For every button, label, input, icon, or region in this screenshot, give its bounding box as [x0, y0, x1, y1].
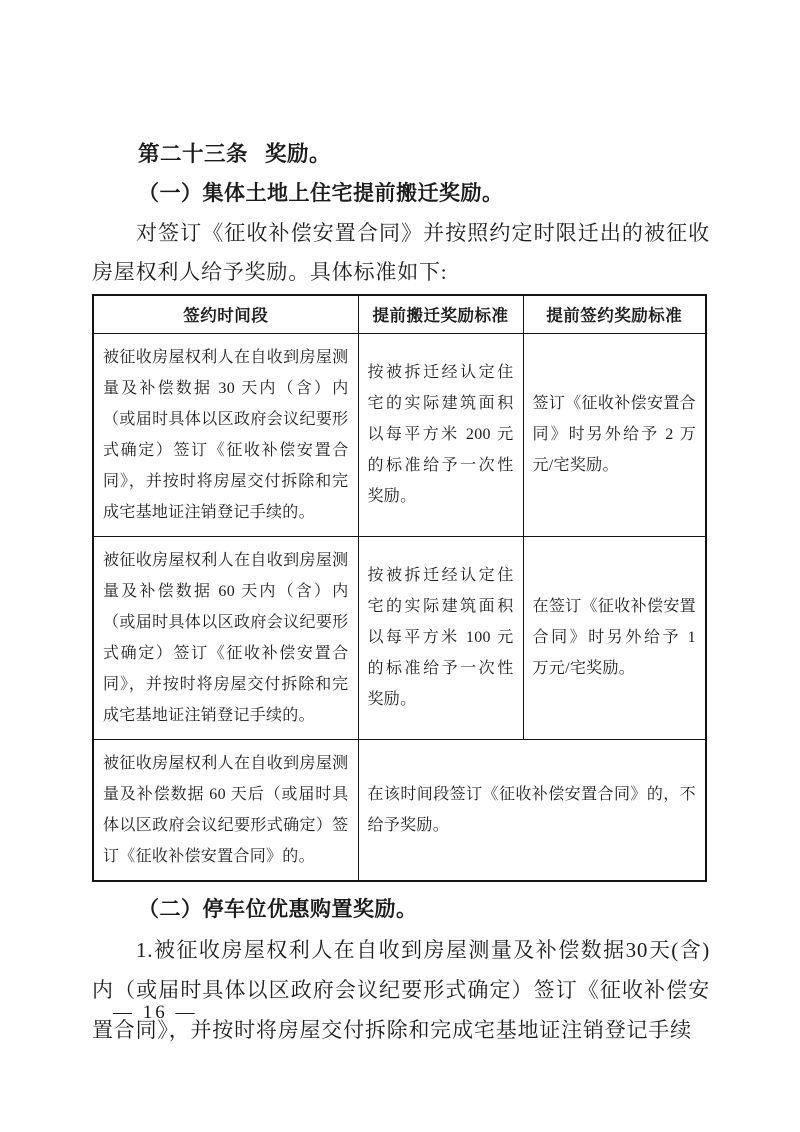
- section-one-heading: （一）集体土地上住宅提前搬迁奖励。: [138, 182, 504, 205]
- table-header-row: [93, 295, 706, 333]
- section-one-intro-paragraph: 对签订《征收补偿安置合同》并按照约定时限迁出的被征收房屋权利人给予奖励。具体标准如下:: [92, 221, 710, 284]
- reward-standards-table: [92, 294, 707, 882]
- page-number: — 16 —: [113, 1002, 198, 1023]
- document-content: [92, 134, 710, 1050]
- cell-early-sign-reward-1w: 在签订《征收补偿安置合同》时另外给予 1 万元/宅奖励。: [523, 536, 706, 739]
- article-number: 第二十三条: [138, 142, 249, 166]
- column-header-early-sign-reward: 提前签约奖励标准: [523, 295, 706, 333]
- table-row: [93, 536, 706, 739]
- cell-early-move-reward-200: 按被拆迁经认定住宅的实际建筑面积以每平方米 200 元的标准给予一次性奖励。: [358, 333, 523, 536]
- cell-signing-period-after-60d: 被征收房屋权利人在自收到房屋测量及补偿数据 60 天后（或届时具体以区政府会议纪要形式确定）签订《征收补偿安置合同》的。: [93, 739, 358, 881]
- article-title: 奖励。: [265, 142, 332, 166]
- cell-signing-period-30d: 被征收房屋权利人在自收到房屋测量及补偿数据 30 天内（含）内（或届时具体以区政府会议纪要形式确定）签订《征收补偿安置合同》，并按时将房屋交付拆除和完成宅基地证注销登记手续的。: [93, 333, 358, 536]
- article-heading: [92, 134, 710, 174]
- section-two-heading: （二）停车位优惠购置奖励。: [138, 897, 418, 921]
- cell-early-move-reward-100: 按被拆迁经认定住宅的实际建筑面积以每平方米 100 元的标准给予一次性奖励。: [358, 536, 523, 739]
- table-row: [93, 739, 706, 881]
- column-header-early-move-reward: 提前搬迁奖励标准: [358, 295, 523, 333]
- cell-signing-period-60d: 被征收房屋权利人在自收到房屋测量及补偿数据 60 天内（含）内（或届时具体以区政府会议纪要形式确定）签订《征收补偿安置合同》，并按时将房屋交付拆除和完成宅基地证注销登记手续的。: [93, 536, 358, 739]
- section-two-item-one-paragraph: 1.被征收房屋权利人在自收到房屋测量及补偿数据30天(含)内（或届时具体以区政府会议纪要形式确定）签订《征收补偿安置合同》，并按时将房屋交付拆除和完成宅基地证注销登记手续: [92, 937, 710, 1042]
- cell-no-reward-note: 在该时间段签订《征收补偿安置合同》的，不给予奖励。: [358, 739, 706, 881]
- column-header-signing-period: 签约时间段: [93, 295, 358, 333]
- cell-early-sign-reward-2w: 签订《征收补偿安置合同》时另外给予 2 万元/宅奖励。: [523, 333, 706, 536]
- table-row: [93, 333, 706, 536]
